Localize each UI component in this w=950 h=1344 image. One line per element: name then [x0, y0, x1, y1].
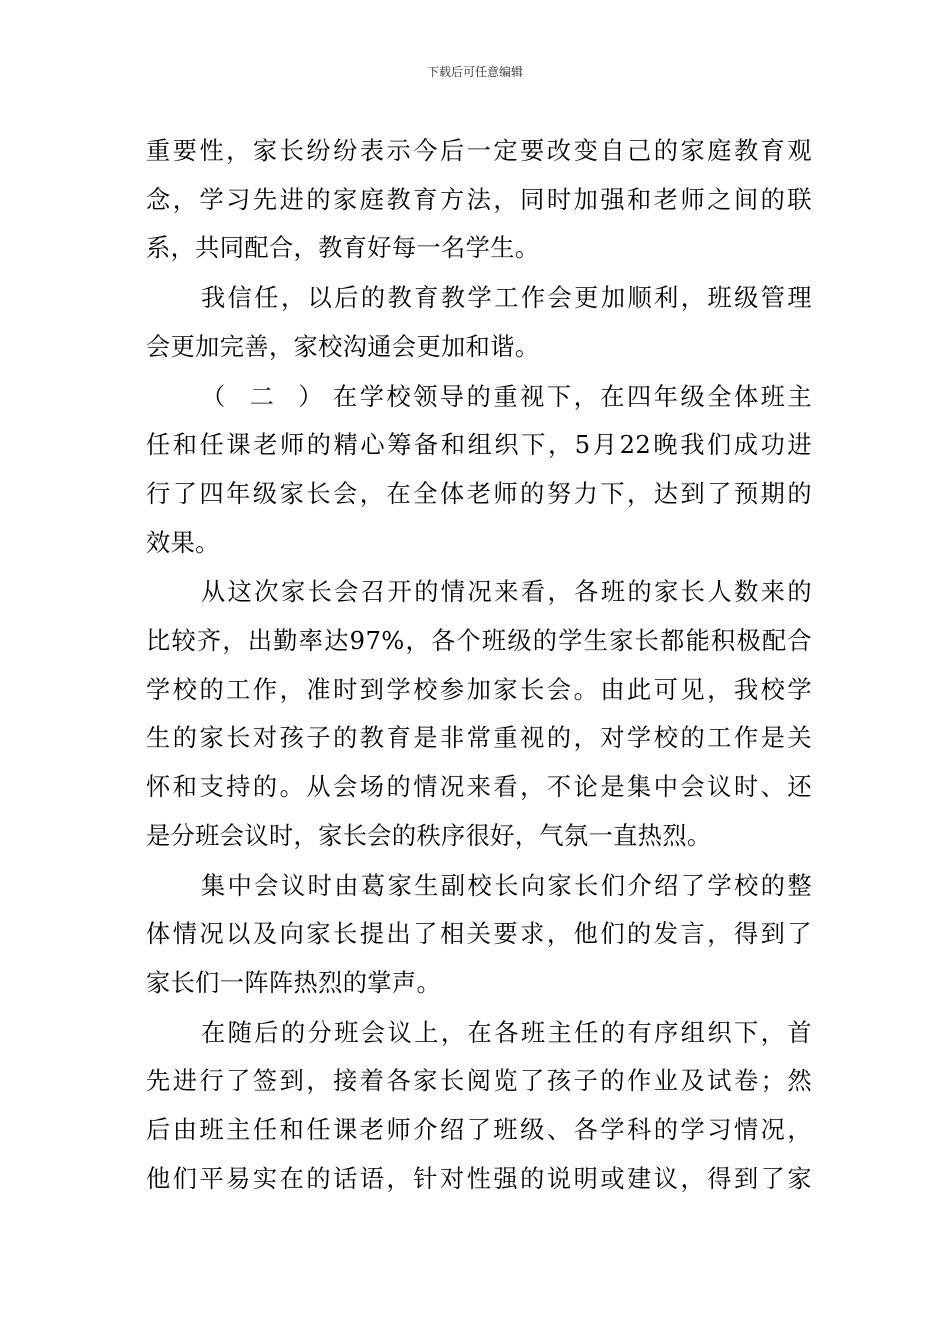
text-line: 学校的工作，准时到学校参加家长会。由此可见，我校学 — [146, 675, 812, 704]
text-line: 我信任，以后的教育教学工作会更加顺利，班级管理 — [201, 284, 812, 313]
paragraph-3 — [146, 373, 812, 568]
text-line: 集中会议时由葛家生副校长向家长们介绍了学校的整 — [201, 871, 812, 900]
paragraph-6 — [146, 1009, 812, 1204]
text-line: 是分班会议时，家长会的秩序很好，气氛一直热烈。 — [146, 821, 712, 850]
paragraph-1 — [146, 127, 812, 273]
text-line: 怀和支持的。从会场的情况来看，不论是集中会议时、还 — [146, 773, 812, 802]
text-line: 系，共同配合，教育好每一名学生。 — [146, 234, 540, 263]
text-line: 先进行了签到，接着各家长阅览了孩子的作业及试卷；然 — [146, 1067, 812, 1096]
text-line: 效果。 — [146, 528, 220, 557]
numbered-first-line — [146, 373, 812, 422]
text-line: 体情况以及向家长提出了相关要求，他们的发言，得到了 — [146, 920, 812, 949]
page-header-note: 下载后可任意编辑 — [426, 65, 523, 79]
paragraph-2 — [146, 274, 812, 371]
text-line: 比较齐，出勤率达97%，各个班级的学生家长都能积极配合 — [146, 627, 812, 656]
text-line: 在随后的分班会议上，在各班主任的有序组织下，首 — [201, 1018, 812, 1047]
text-line: 后由班主任和任课老师介绍了班级、各学科的学习情况， — [146, 1116, 812, 1145]
text-line: 生的家长对孩子的教育是非常重视的，对学校的工作是关 — [146, 724, 812, 753]
text-line: 家长们一阵阵热烈的掌声。 — [146, 968, 442, 997]
document-body — [146, 127, 812, 1204]
text-line: 从这次家长会召开的情况来看，各班的家长人数来的 — [201, 578, 812, 607]
text-line: 任和任课老师的精心筹备和组织下，5月22晚我们成功进 — [146, 431, 812, 460]
text-line: 他们平易实在的话语，针对性强的说明或建议，得到了家 — [146, 1164, 812, 1193]
section-number: （二） — [201, 382, 323, 411]
text-line: 行了四年级家长会，在全体老师的努力下，达到了预期的 — [146, 479, 812, 508]
text-line: 会更加完善，家校沟通会更加和谐。 — [146, 332, 540, 361]
text-line: 重要性，家长纷纷表示今后一定要改变自己的家庭教育观 — [146, 137, 812, 165]
text-line: 在学校领导的重视下，在四年级全体班主 — [333, 382, 812, 411]
paragraph-4 — [146, 568, 812, 860]
paragraph-5 — [146, 862, 812, 1008]
text-line: 念，学习先进的家庭教育方法，同时加强和老师之间的联 — [146, 185, 812, 214]
